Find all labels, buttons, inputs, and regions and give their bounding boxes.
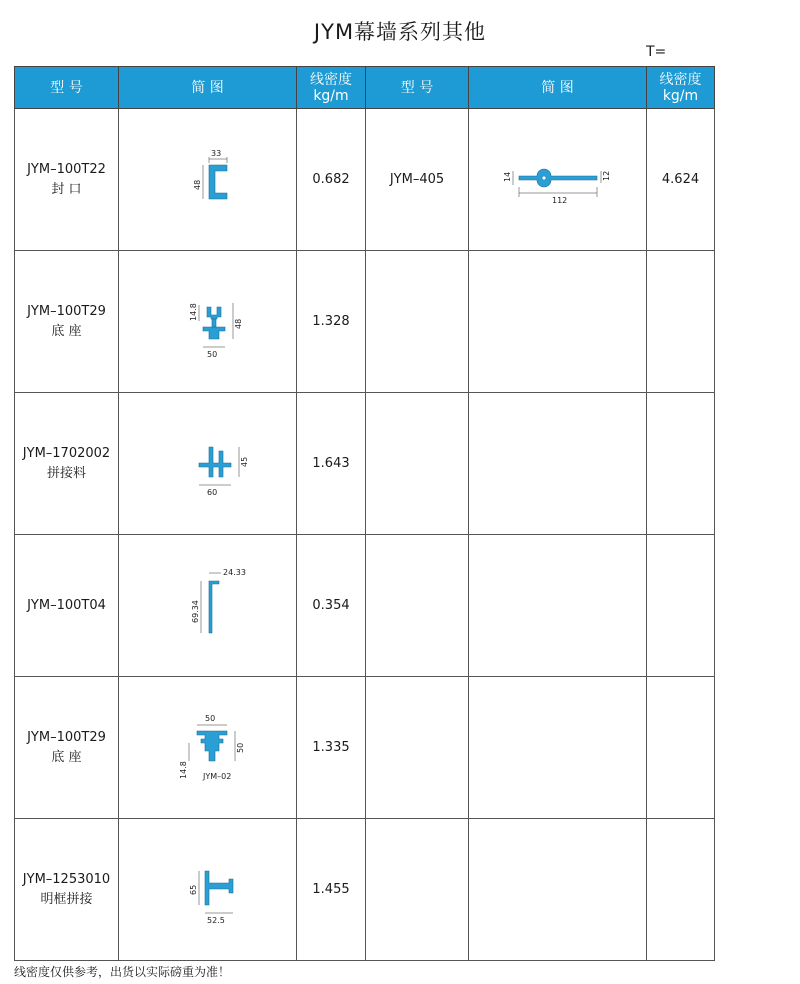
empty-cell	[647, 393, 715, 535]
svg-text:45: 45	[239, 456, 249, 467]
weight-cell: 0.354	[297, 535, 366, 677]
empty-cell	[647, 251, 715, 393]
empty-cell	[469, 251, 647, 393]
weight-cell: 1.328	[297, 251, 366, 393]
svg-text:112: 112	[551, 195, 567, 205]
svg-text:48: 48	[192, 179, 202, 190]
weight-cell: 0.682	[297, 109, 366, 251]
drawing-cell	[119, 535, 297, 677]
model-cell: JYM–100T04	[15, 535, 119, 677]
empty-cell	[366, 677, 469, 819]
svg-text:33: 33	[210, 148, 221, 158]
svg-text:50: 50	[235, 742, 245, 753]
weight-cell-right: 4.624	[647, 109, 715, 251]
header-weight: 线密度 kg/m	[297, 67, 366, 109]
header-model: 型 号	[15, 67, 119, 109]
table-header-row	[15, 67, 715, 109]
empty-cell	[469, 535, 647, 677]
header-drawing: 简 图	[119, 67, 297, 109]
weight-cell: 1.455	[297, 819, 366, 961]
model-cell-right: JYM–405	[366, 109, 469, 251]
svg-text:12: 12	[601, 170, 611, 181]
empty-cell	[366, 535, 469, 677]
table-row	[15, 251, 715, 393]
empty-cell	[647, 535, 715, 677]
disclaimer-note: 线密度仅供参考，出货以实际磅重为准！	[14, 965, 231, 979]
empty-cell	[647, 677, 715, 819]
table-row	[15, 109, 715, 251]
empty-cell	[366, 819, 469, 961]
weight-cell: 1.335	[297, 677, 366, 819]
model-cell: JYM–100T22 封 口	[15, 109, 119, 251]
profile-drawing-405	[473, 135, 643, 225]
model-cell: JYM–1253010 明框拼接	[15, 819, 119, 961]
profile-drawing-100t29	[123, 277, 293, 367]
svg-text:52.5: 52.5	[206, 915, 225, 925]
table-row	[15, 677, 715, 819]
drawing-cell	[119, 393, 297, 535]
empty-cell	[647, 819, 715, 961]
empty-cell	[366, 393, 469, 535]
header-weight-right: 线密度 kg/m	[647, 67, 715, 109]
header-model-right: 型 号	[366, 67, 469, 109]
empty-cell	[366, 251, 469, 393]
svg-text:65: 65	[188, 884, 198, 895]
svg-text:14: 14	[502, 171, 512, 182]
model-cell: JYM–1702002 拼接料	[15, 393, 119, 535]
model-cell: JYM–100T29 底 座	[15, 677, 119, 819]
profile-drawing-100t04	[123, 561, 293, 651]
table-row	[15, 535, 715, 677]
svg-text:48: 48	[233, 318, 243, 329]
svg-text:69.34: 69.34	[190, 599, 200, 623]
page-title: JYM幕墙系列其他	[313, 20, 487, 44]
profile-drawing-100t22	[123, 135, 293, 225]
table-row	[15, 393, 715, 535]
model-cell: JYM–100T29 底 座	[15, 251, 119, 393]
drawing-cell-right	[469, 109, 647, 251]
weight-cell: 1.643	[297, 393, 366, 535]
drawing-cell	[119, 819, 297, 961]
svg-text:50: 50	[204, 713, 215, 723]
svg-text:50: 50	[206, 349, 217, 359]
svg-text:14.8: 14.8	[178, 760, 188, 779]
svg-text:24.33: 24.33	[222, 567, 246, 577]
svg-text:60: 60	[206, 487, 217, 497]
profile-drawing-1253010	[123, 845, 293, 935]
profile-catalog-table	[14, 66, 715, 961]
thickness-label: T=	[646, 44, 667, 60]
drawing-cell	[119, 677, 297, 819]
profile-drawing-100t29-b	[123, 703, 293, 793]
drawing-cell	[119, 251, 297, 393]
empty-cell	[469, 393, 647, 535]
profile-drawing-1702002	[123, 419, 293, 509]
drawing-cell	[119, 109, 297, 251]
svg-text:JYM–02: JYM–02	[202, 771, 231, 781]
empty-cell	[469, 819, 647, 961]
svg-text:14.8: 14.8	[188, 302, 198, 321]
header-drawing-right: 简 图	[469, 67, 647, 109]
table-row	[15, 819, 715, 961]
empty-cell	[469, 677, 647, 819]
